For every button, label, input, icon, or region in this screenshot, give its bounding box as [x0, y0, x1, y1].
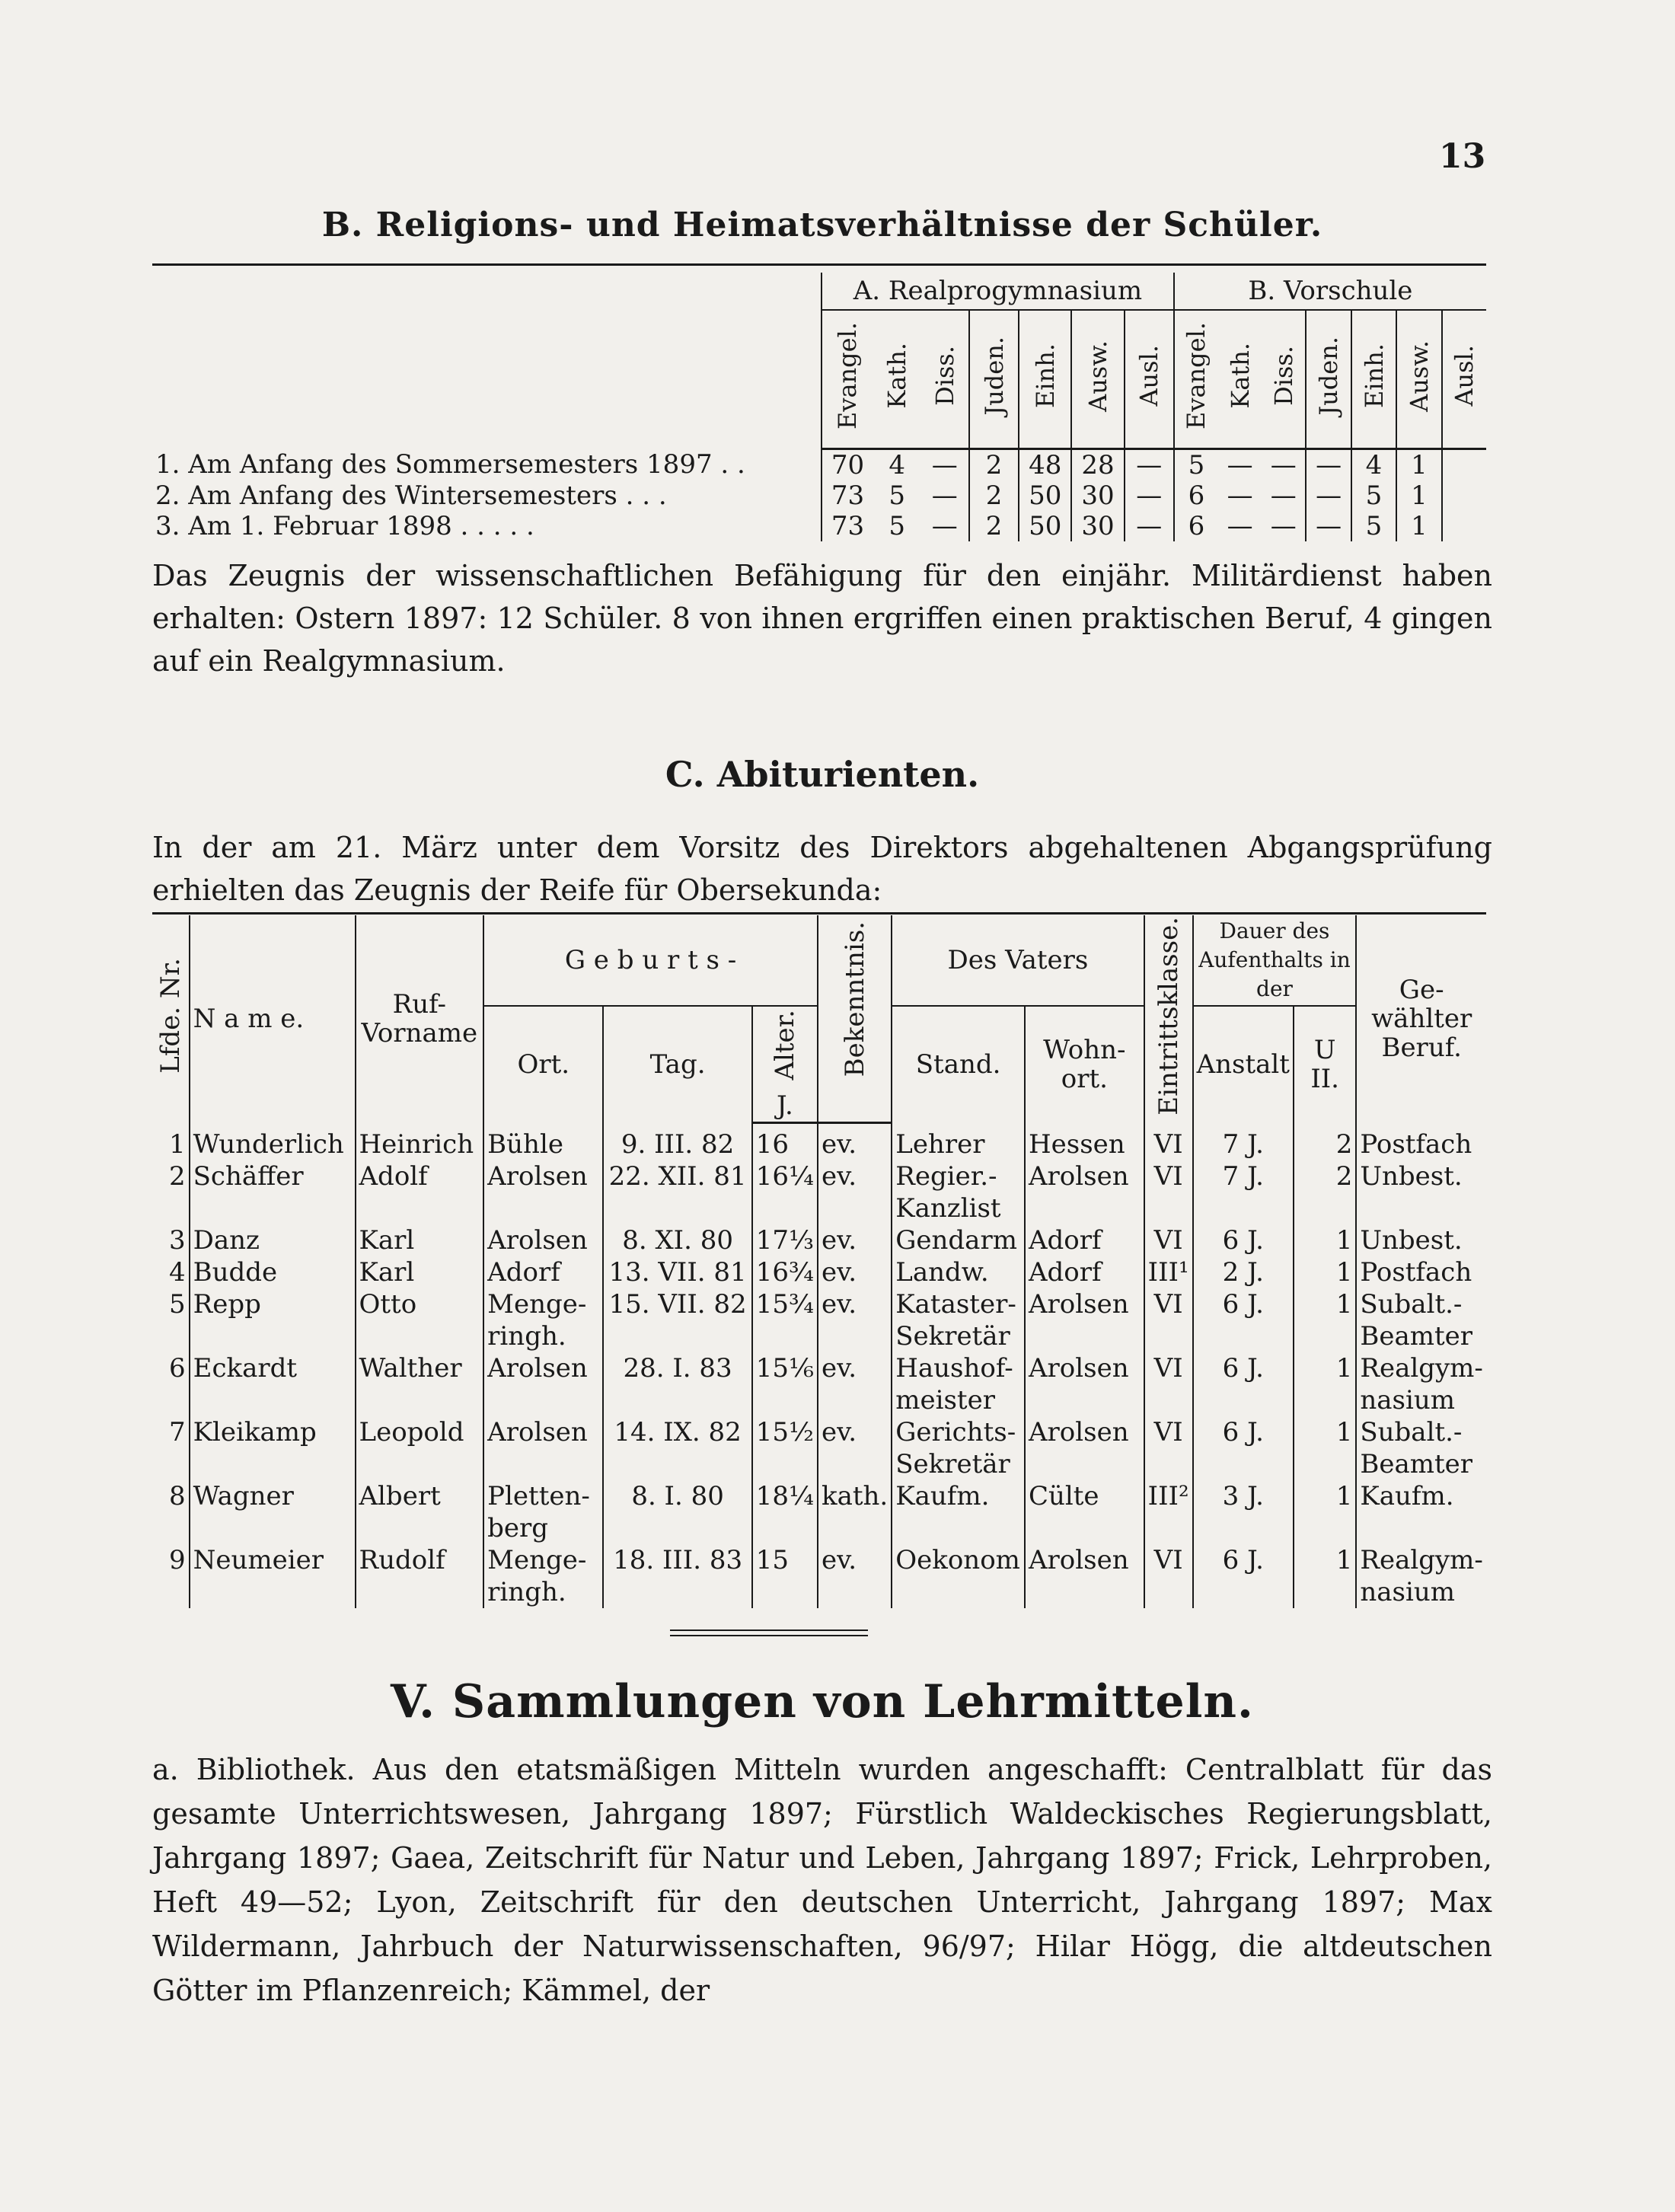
cell-tag: 8. I. 80 — [603, 1480, 751, 1544]
cell-klasse: III² — [1144, 1480, 1193, 1544]
cell-ort: Adorf — [483, 1256, 603, 1288]
cell: — — [1227, 480, 1253, 511]
table-row — [152, 1288, 1486, 1352]
cell-anstalt: 6 J. — [1193, 1544, 1294, 1608]
cell-alter: 16¼ — [752, 1160, 818, 1224]
table-row — [152, 1224, 1486, 1256]
page-number: 13 — [1439, 137, 1486, 176]
section-c-top-rule — [152, 912, 1486, 914]
cell-klasse: VI — [1144, 1288, 1193, 1352]
cell: — — [1125, 480, 1174, 511]
cell-uii: 1 — [1294, 1352, 1356, 1416]
cell: 5 — [1351, 480, 1396, 511]
cell-klasse: VI — [1144, 1352, 1193, 1416]
cell: — — [1125, 511, 1174, 541]
cell-alter: 18¼ — [752, 1480, 818, 1544]
cell-anstalt: 7 J. — [1193, 1128, 1294, 1160]
cell: 5 — [1351, 511, 1396, 541]
cell — [1442, 511, 1486, 541]
cell-bek: ev. — [818, 1288, 892, 1352]
cell-vorname: Rudolf — [356, 1544, 484, 1608]
cell-anstalt: 6 J. — [1193, 1416, 1294, 1480]
row-label: 3. Am 1. Februar 1898 . . . . . — [155, 511, 534, 541]
cell-nr: 1 — [168, 1129, 186, 1160]
cell: 5 — [889, 511, 905, 541]
religion-table — [152, 273, 1486, 541]
cell-alter: 15¾ — [752, 1288, 818, 1352]
cell-alter: 17⅓ — [752, 1224, 818, 1256]
cell-wohnort: Arolsen — [1025, 1352, 1144, 1416]
cell-uii: 1 — [1294, 1224, 1356, 1256]
row-label: 2. Am Anfang des Wintersemesters . . . — [155, 480, 667, 511]
cell-wohnort: Hessen — [1025, 1128, 1144, 1160]
cell-klasse: VI — [1144, 1416, 1193, 1480]
cell-name: Neumeier — [190, 1544, 356, 1608]
cell-stand: Kataster- Sekretär — [892, 1288, 1025, 1352]
col-header: Kath. — [1218, 310, 1262, 449]
cell-tag: 8. XI. 80 — [603, 1224, 751, 1256]
cell: 2 — [969, 511, 1019, 541]
cell-stand: Haushof- meister — [892, 1352, 1025, 1416]
cell: 30 — [1071, 511, 1124, 541]
cell: — — [1270, 511, 1297, 541]
cell-nr: 6 — [168, 1353, 186, 1384]
col-header-wohnort: Wohn- ort. — [1025, 1006, 1144, 1123]
cell — [1442, 480, 1486, 511]
cell-ort: Arolsen — [483, 1416, 603, 1480]
cell: — — [1270, 480, 1297, 511]
cell-name: Danz — [190, 1224, 356, 1256]
cell-wohnort: Cülte — [1025, 1480, 1144, 1544]
cell-vorname: Walther — [356, 1352, 484, 1416]
cell-tag: 14. IX. 82 — [603, 1416, 751, 1480]
cell-uii: 1 — [1294, 1416, 1356, 1480]
cell-tag: 13. VII. 81 — [603, 1256, 751, 1288]
cell-name: Repp — [190, 1288, 356, 1352]
table-row — [152, 1128, 1486, 1160]
cell-alter: 15⅙ — [752, 1352, 818, 1416]
cell — [1442, 449, 1486, 481]
col-header: Einh. — [1351, 310, 1396, 449]
table-row — [152, 1544, 1486, 1608]
cell-alter: 15 — [752, 1544, 818, 1608]
cell-stand: Kaufm. — [892, 1480, 1025, 1544]
cell: — — [1125, 449, 1174, 481]
section-separator-rule — [670, 1629, 868, 1631]
cell-uii: 2 — [1294, 1160, 1356, 1224]
cell-name: Schäffer — [190, 1160, 356, 1224]
col-header-bek-blank — [818, 1090, 892, 1123]
cell-stand: Regier.- Kanzlist — [892, 1160, 1025, 1224]
cell-name: Wagner — [190, 1480, 356, 1544]
cell-klasse: III¹ — [1144, 1256, 1193, 1288]
col-header-name: N a m e. — [190, 915, 356, 1123]
cell: 48 — [1019, 449, 1071, 481]
cell-uii: 1 — [1294, 1288, 1356, 1352]
section-separator-rule — [670, 1635, 868, 1636]
cell-wohnort: Arolsen — [1025, 1416, 1144, 1480]
cell-name: Kleikamp — [190, 1416, 356, 1480]
cell: 5 — [1174, 449, 1218, 481]
cell-beruf: Unbest. — [1356, 1160, 1486, 1224]
col-header-j: J. — [752, 1090, 818, 1123]
cell-nr: 3 — [168, 1225, 186, 1256]
section-b-top-rule — [152, 263, 1486, 266]
table-row — [152, 511, 1486, 541]
table-row — [152, 480, 1486, 511]
table-row — [152, 1256, 1486, 1288]
col-header: Ausl. — [1125, 310, 1174, 449]
cell-nr: 8 — [168, 1481, 186, 1512]
cell-bek: ev. — [818, 1160, 892, 1224]
cell: — — [1227, 450, 1253, 480]
cell-wohnort: Adorf — [1025, 1256, 1144, 1288]
cell-anstalt: 3 J. — [1193, 1480, 1294, 1544]
cell: — — [1270, 450, 1297, 480]
cell-beruf: Kaufm. — [1356, 1480, 1486, 1544]
cell-beruf: Postfach — [1356, 1256, 1486, 1288]
cell: 50 — [1019, 480, 1071, 511]
col-header-beruf: Ge- wählter Beruf. — [1356, 915, 1486, 1123]
cell: 73 — [822, 511, 873, 541]
section-c-title: C. Abiturienten. — [665, 754, 980, 795]
cell: 5 — [889, 480, 905, 511]
cell: 73 — [822, 480, 873, 511]
cell-klasse: VI — [1144, 1128, 1193, 1160]
cell-beruf: Postfach — [1356, 1128, 1486, 1160]
cell-anstalt: 7 J. — [1193, 1160, 1294, 1224]
cell-uii: 1 — [1294, 1544, 1356, 1608]
cell-bek: ev. — [818, 1416, 892, 1480]
col-header-bekenntnis: Bekenntnis. — [818, 915, 892, 1090]
cell-name: Wunderlich — [190, 1128, 356, 1160]
cell: — — [931, 511, 958, 541]
cell-ort: Arolsen — [483, 1352, 603, 1416]
cell: 2 — [969, 449, 1019, 481]
cell-klasse: VI — [1144, 1544, 1193, 1608]
cell: 4 — [889, 450, 905, 480]
cell-stand: Lehrer — [892, 1128, 1025, 1160]
cell-tag: 9. III. 82 — [603, 1128, 751, 1160]
cell: 6 — [1174, 480, 1218, 511]
cell-name: Eckardt — [190, 1352, 356, 1416]
cell-nr: 5 — [168, 1289, 186, 1320]
cell-beruf: Unbest. — [1356, 1224, 1486, 1256]
cell-ort: Arolsen — [483, 1224, 603, 1256]
cell: 1 — [1396, 480, 1441, 511]
col-header-ort: Ort. — [483, 1006, 603, 1123]
table-row — [152, 449, 1486, 481]
cell: — — [931, 450, 958, 480]
cell: — — [1306, 480, 1351, 511]
cell: 6 — [1174, 511, 1218, 541]
row-label-header — [152, 273, 822, 449]
cell-tag: 28. I. 83 — [603, 1352, 751, 1416]
col-header-stand: Stand. — [892, 1006, 1025, 1123]
cell-vorname: Karl — [356, 1256, 484, 1288]
cell-vorname: Heinrich — [356, 1128, 484, 1160]
cell-tag: 22. XII. 81 — [603, 1160, 751, 1224]
cell: 1 — [1396, 449, 1441, 481]
table-row — [152, 1480, 1486, 1544]
cell-tag: 15. VII. 82 — [603, 1288, 751, 1352]
cell: 50 — [1019, 511, 1071, 541]
cell: 1 — [1396, 511, 1441, 541]
col-header-dauer: Dauer des Aufenthalts in der — [1193, 915, 1357, 1006]
cell-name: Budde — [190, 1256, 356, 1288]
cell-stand: Landw. — [892, 1256, 1025, 1288]
cell: 28 — [1071, 449, 1124, 481]
testimony-paragraph: Das Zeugnis der wissenschaftlichen Befähigung für den einjähr. Militärdienst haben erhalten: Ostern 1897: 12 Schüler. 8 von ihnen ergriffen einen praktischen Beruf, 4 gingen auf ein Realgymnasium. — [152, 559, 1492, 678]
cell-stand: Gerichts- Sekretär — [892, 1416, 1025, 1480]
cell: — — [1306, 511, 1351, 541]
cell-anstalt: 6 J. — [1193, 1288, 1294, 1352]
cell-bek: kath. — [818, 1480, 892, 1544]
cell-tag: 18. III. 83 — [603, 1544, 751, 1608]
cell: — — [931, 480, 958, 511]
col-header: Juden. — [969, 310, 1019, 449]
cell-alter: 16¾ — [752, 1256, 818, 1288]
col-header-geburts: G e b u r t s - — [483, 915, 818, 1006]
col-header: Juden. — [1306, 310, 1351, 449]
cell-vorname: Leopold — [356, 1416, 484, 1480]
cell-uii: 1 — [1294, 1480, 1356, 1544]
cell-ort: Arolsen — [483, 1160, 603, 1224]
col-header: Ausl. — [1442, 310, 1486, 449]
cell-anstalt: 2 J. — [1193, 1256, 1294, 1288]
col-header-vorname: Ruf- Vorname — [356, 915, 484, 1123]
section-v-title: V. Sammlungen von Lehrmitteln. — [391, 1675, 1254, 1728]
cell-uii: 2 — [1294, 1128, 1356, 1160]
cell-bek: ev. — [818, 1256, 892, 1288]
cell-bek: ev. — [818, 1128, 892, 1160]
col-header-tag: Tag. — [603, 1006, 751, 1123]
cell-beruf: Realgym- nasium — [1356, 1352, 1486, 1416]
cell-beruf: Realgym- nasium — [1356, 1544, 1486, 1608]
cell-ort: Menge- ringh. — [483, 1288, 603, 1352]
cell-anstalt: 6 J. — [1193, 1352, 1294, 1416]
cell: — — [1306, 449, 1351, 481]
col-header: Diss. — [920, 310, 969, 449]
cell-vorname: Adolf — [356, 1160, 484, 1224]
col-header-uii: U II. — [1294, 1006, 1356, 1123]
cell: 70 — [822, 449, 873, 481]
cell-stand: Gendarm — [892, 1224, 1025, 1256]
cell-wohnort: Arolsen — [1025, 1160, 1144, 1224]
group-a-header: A. Realprogymnasium — [822, 273, 1174, 310]
library-paragraph: a. Bibliothek. Aus den etatsmäßigen Mitteln wurden angeschafft: Centralblatt für das gesamte Unterrichtswesen, Jahrgang 1897; Fürstlich Waldeckisches Regierungsblatt, Jahrgang 1897; Gaea, Zeitschrift für Natur und Leben, Jahrgang 1897; Frick, Lehrproben, Heft 49—52; Lyon, Zeitschrift für den deutschen Unterricht, Jahrgang 1897; Max Wildermann, Jahrbuch der Naturwissenschaften, 96/97; Hilar Högg, die altdeutschen Götter im Pflanzenreich; Kämmel, der — [152, 1753, 1492, 2007]
col-header-nr: Lfde. Nr. — [155, 958, 186, 1074]
cell-klasse: VI — [1144, 1224, 1193, 1256]
cell-uii: 1 — [1294, 1256, 1356, 1288]
cell-wohnort: Adorf — [1025, 1224, 1144, 1256]
table-row — [152, 1160, 1486, 1224]
table-row — [152, 1352, 1486, 1416]
cell-nr: 7 — [168, 1417, 186, 1448]
cell-nr: 2 — [168, 1161, 186, 1192]
cell-bek: ev. — [818, 1352, 892, 1416]
cell-anstalt: 6 J. — [1193, 1224, 1294, 1256]
col-header: Evangel. — [1174, 310, 1218, 449]
section-b-title: B. Religions- und Heimatsverhältnisse der Schüler. — [321, 206, 1323, 244]
cell-ort: Bühle — [483, 1128, 603, 1160]
abiturienten-intro: In der am 21. März unter dem Vorsitz des Direktors abgehaltenen Abgangsprüfung erhielten das Zeugnis der Reife für Obersekunda: — [152, 831, 1492, 907]
cell-ort: Pletten- berg — [483, 1480, 603, 1544]
table-row — [152, 1416, 1486, 1480]
cell-klasse: VI — [1144, 1160, 1193, 1224]
cell: — — [1227, 511, 1253, 541]
cell-beruf: Subalt.- Beamter — [1356, 1416, 1486, 1480]
cell-wohnort: Arolsen — [1025, 1544, 1144, 1608]
col-header: Ausw. — [1396, 310, 1441, 449]
cell-vorname: Otto — [356, 1288, 484, 1352]
row-label: 1. Am Anfang des Sommersemesters 1897 . . — [155, 449, 745, 480]
cell-nr: 4 — [168, 1257, 186, 1288]
cell-ort: Menge- ringh. — [483, 1544, 603, 1608]
abiturienten-table — [152, 915, 1486, 1608]
cell: 4 — [1351, 449, 1396, 481]
cell-bek: ev. — [818, 1544, 892, 1608]
cell-alter: 15½ — [752, 1416, 818, 1480]
col-header: Einh. — [1019, 310, 1071, 449]
cell: 2 — [969, 480, 1019, 511]
col-header-alter: Alter. — [752, 1006, 818, 1090]
cell-beruf: Subalt.- Beamter — [1356, 1288, 1486, 1352]
col-header: Kath. — [873, 310, 920, 449]
col-header: Diss. — [1262, 310, 1306, 449]
cell-stand: Oekonom — [892, 1544, 1025, 1608]
cell: 30 — [1071, 480, 1124, 511]
group-b-header: B. Vorschule — [1174, 273, 1486, 310]
col-header-anstalt: Anstalt — [1193, 1006, 1294, 1123]
col-header-vaters: Des Vaters — [892, 915, 1144, 1006]
col-header-eintrittsklasse: Eintrittsklasse. — [1144, 915, 1193, 1123]
cell-vorname: Albert — [356, 1480, 484, 1544]
cell-bek: ev. — [818, 1224, 892, 1256]
cell-vorname: Karl — [356, 1224, 484, 1256]
cell-alter: 16 — [752, 1128, 818, 1160]
col-header: Evangel. — [822, 310, 873, 449]
cell-nr: 9 — [168, 1545, 186, 1576]
col-header: Ausw. — [1071, 310, 1124, 449]
cell-wohnort: Arolsen — [1025, 1288, 1144, 1352]
